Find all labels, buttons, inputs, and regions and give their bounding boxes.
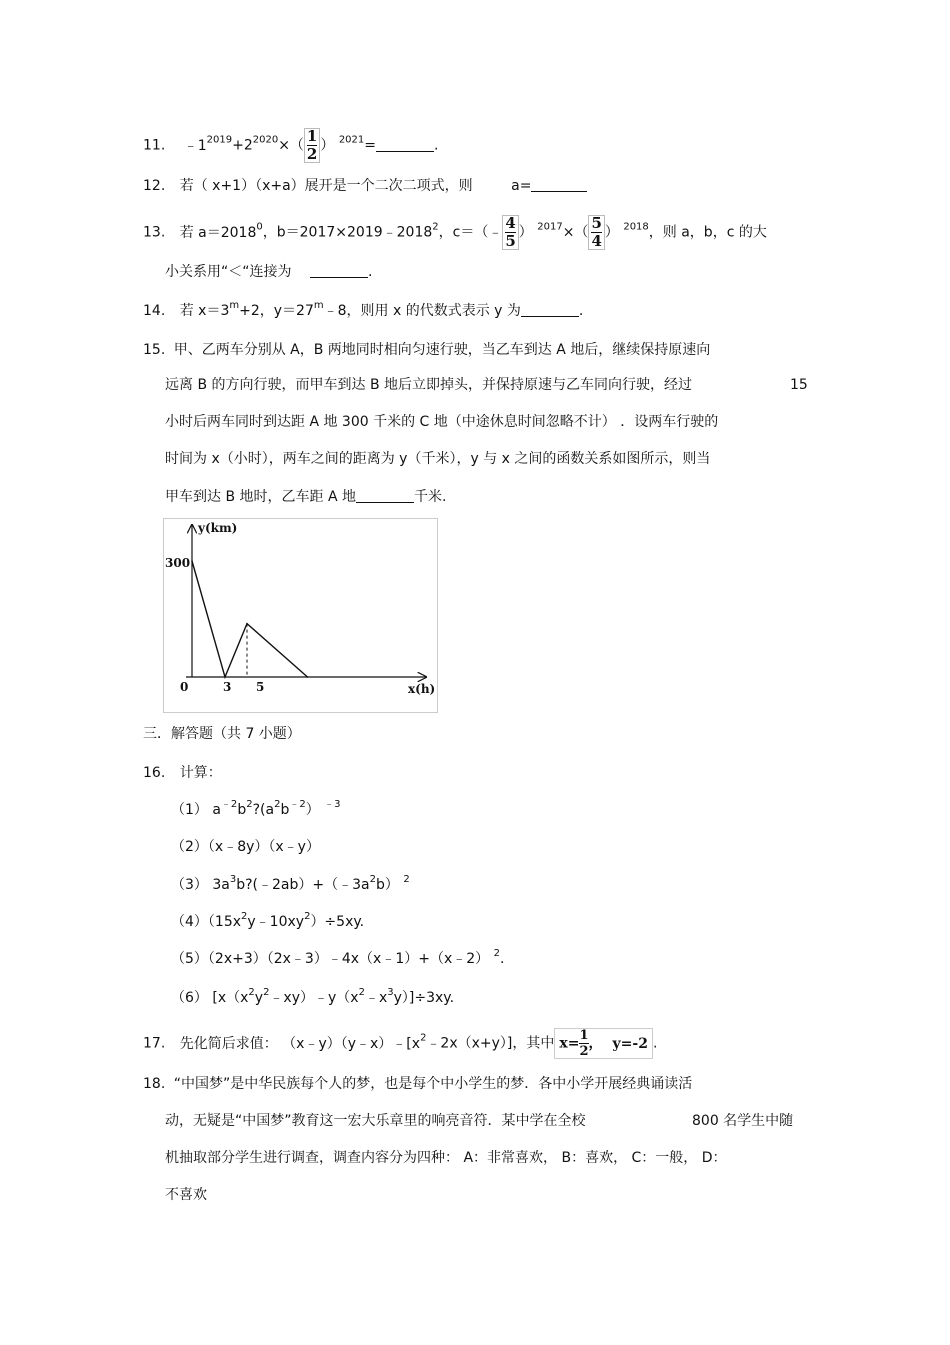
q16-item-5: （5）（2x+3）（2x﹣3）﹣4x（x﹣1）+（x﹣2） $^2$. — [171, 948, 505, 967]
q11-number: 11. — [143, 137, 166, 154]
answer-blank — [356, 488, 414, 503]
question-18-line-3: 机抽取部分学生进行调查，调查内容分为四种： A：非常喜欢， B：喜欢， C：一般， D： — [165, 1150, 727, 1166]
given-values-formula: x= $\frac{1}{2}$ ， y=-2 — [554, 1028, 653, 1059]
question-16: 16. 计算： — [143, 765, 222, 781]
q16-item-2: （2）（x﹣8y）（x﹣y） — [171, 839, 320, 855]
question-18-line-4: 不喜欢 — [165, 1187, 207, 1203]
q16-item-6: （6） $[x(x^2y^2﹣xy)﹣y(x^2﹣x^3y)]\div 3xy$. — [171, 987, 455, 1006]
answer-blank — [310, 263, 368, 278]
answer-blank — [521, 302, 579, 317]
data-point-3 — [307, 676, 309, 678]
question-13: 13. 若 $a=2018^0$，$b=2017\times 2019﹣2018^2$，c＝（﹣ $\frac{4}{5}$ ） $^{2017}$×（ $\frac{5}{4}$ ） $^{2018}$，则 a，b，c 的大 — [143, 214, 767, 250]
q16-item-3: （3） $3a^3b?(﹣2ab)+(﹣3a^2b)$ $^2$ — [171, 874, 410, 893]
question-13-line-2: 小关系用“＜“连接为 . — [165, 264, 373, 280]
question-15-line-3: 小时后两车同时到达距 A 地 300 千米的 C 地（中途休息时间忽略不计） ．设两车行驶的 — [165, 414, 719, 430]
question-15: 15. 甲、乙两车分别从 A，B 两地同时相向匀速行驶，当乙车到达 A 地后，继续保持原速向 — [143, 342, 711, 358]
question-18: 18. “中国梦”是中华民族每个人的梦，也是每个中小学生的梦．各中小学开展经典诵读活 — [143, 1076, 693, 1092]
data-point-1 — [224, 676, 226, 678]
question-14: 14. 若 $x=3^m+2$，$y=27^m﹣8$，则用 x 的代数式表示 y 为 . — [143, 300, 584, 319]
question-18-line-2: 动，无疑是“中国梦”教育这一宏大乐章里的响亮音符．某中学在全校 — [165, 1113, 586, 1129]
question-11: 11. $﹣1^{2019}+2^{2020}\times$（ $\frac{1}{2}$ ） $^{2021}$= . — [143, 127, 439, 163]
answer-blank — [376, 137, 434, 152]
x-tick-5: 5 — [256, 680, 265, 694]
fraction-five-fourths: $\frac{5}{4}$ — [588, 215, 604, 250]
q16-item-4: $(4)(15x^2y﹣10xy^2)\div 5xy$. — [171, 911, 365, 930]
question-15-line-5: 甲车到达 B 地时，乙车距 A 地 千米. — [165, 489, 447, 505]
y-tick-300: 300 — [165, 556, 191, 570]
distance-line — [192, 561, 308, 677]
question-18-students: 800 名学生中随 — [692, 1113, 794, 1129]
question-12: 12. 若（ x+1）（x+a）展开是一个二次二项式，则 a= — [143, 176, 587, 196]
x-tick-0: 0 — [180, 680, 189, 694]
x-tick-3: 3 — [223, 680, 232, 694]
data-point-0 — [191, 560, 193, 562]
graph-svg — [164, 519, 437, 712]
distance-series — [191, 560, 308, 678]
fraction-one-half: $\frac{1}{2}$ — [304, 128, 320, 163]
distance-time-graph — [163, 518, 438, 713]
q16-item-1: （1） $a^{﹣2}b^2?(a^2b^{﹣2})$ $^{﹣3}$ — [171, 799, 341, 818]
question-17: 17. 先化简后求值： $(x﹣y)(y﹣x)﹣[x^2﹣2x(x+y)]$，其中 x= $\frac{1}{2}$ ， y=-2 . — [143, 1028, 658, 1059]
x-axis-label: x(h) — [408, 682, 436, 696]
question-15-hours: 15 — [790, 377, 808, 393]
section-3-heading: 三．解答题（共 7 小题） — [143, 726, 301, 742]
data-point-2 — [246, 623, 248, 625]
answer-blank — [531, 177, 587, 192]
fraction-four-fifths: $\frac{4}{5}$ — [502, 215, 518, 250]
question-15-line-4: 时间为 x（小时），两车之间的距离为 y（千米），y 与 x 之间的函数关系如图所示，则当 — [165, 451, 711, 467]
y-axis-label: y(km) — [198, 521, 238, 535]
question-15-line-2: 远离 B 的方向行驶，而甲车到达 B 地后立即掉头，并保持原速与乙车同向行驶，经过 — [165, 377, 693, 393]
